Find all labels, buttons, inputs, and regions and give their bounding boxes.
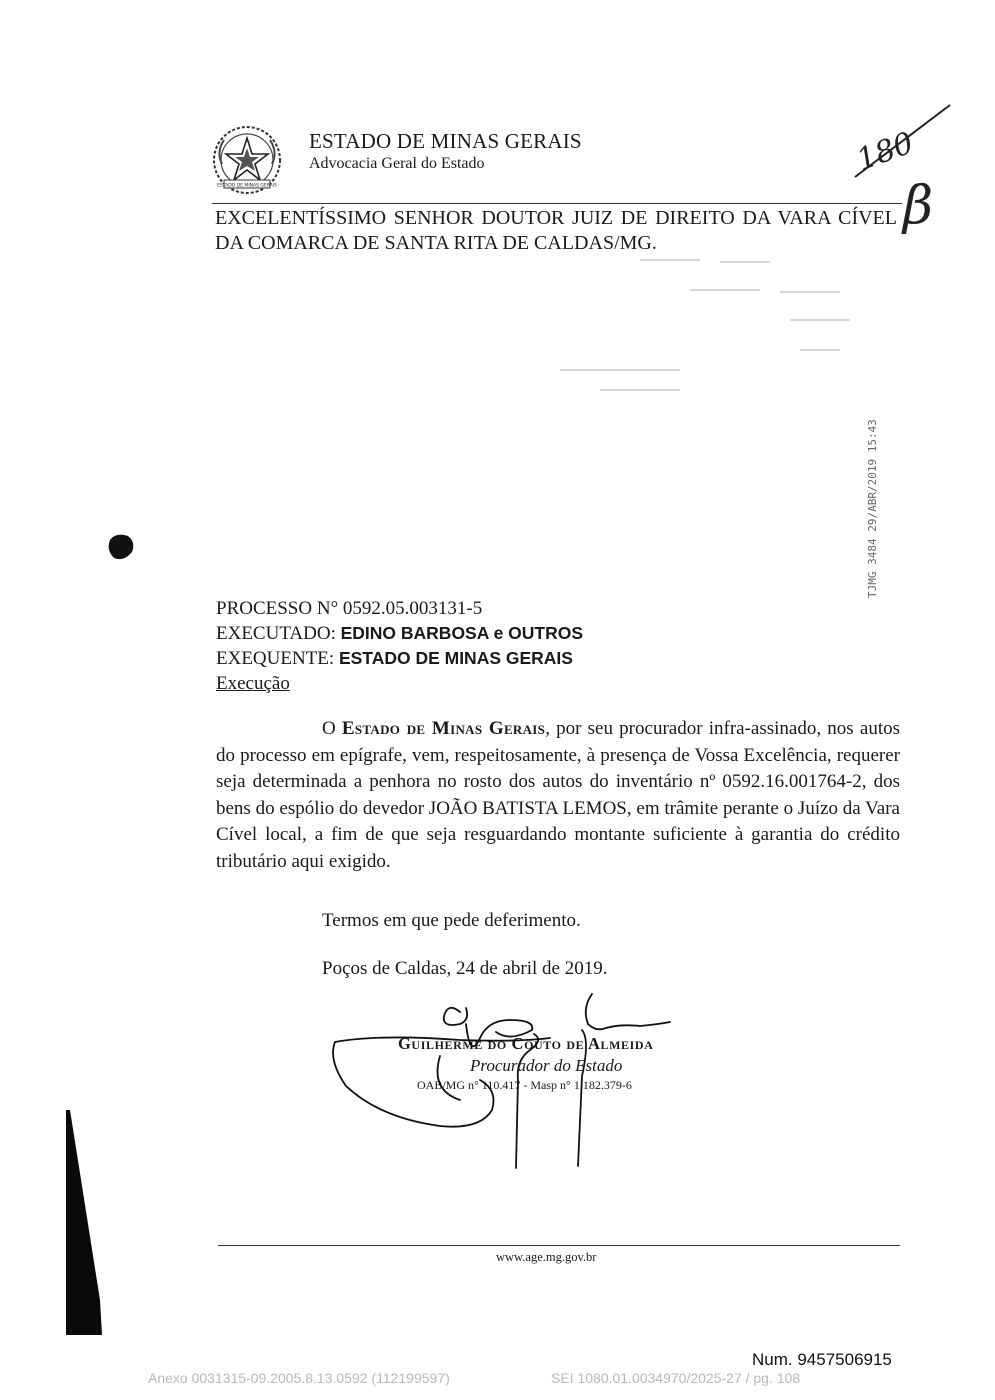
svg-text:β: β [903, 176, 934, 236]
annex-reference: Anexo 0031315-09.2005.8.13.0592 (112199597) [148, 1370, 450, 1386]
state-seal-logo [210, 124, 284, 198]
executed-party [216, 621, 583, 646]
creditor-label: EXEQUENTE: [216, 648, 339, 669]
addressee: EXCELENTÍSSIMO SENHOR DOUTOR JUIZ DE DIREITO DA VARA CÍVEL DA COMARCA DE SANTA RITA DE CALDAS/MG. [215, 207, 897, 254]
handwritten-signature [320, 990, 700, 1180]
creditor-party [216, 646, 583, 671]
body-lead: O [322, 718, 342, 739]
ink-blot [106, 532, 136, 562]
signer-role: Procurador do Estado [470, 1056, 623, 1075]
bleed-through-marks [540, 250, 880, 410]
svg-text:ESTADO DE MINAS GERAIS: ESTADO DE MINAS GERAIS [217, 183, 277, 189]
executed-value: EDINO BARBOSA e OUTROS [340, 623, 584, 643]
place-date: Poços de Caldas, 24 de abril de 2019. [322, 958, 608, 979]
closing-text: Termos em que pede deferimento. [322, 910, 581, 931]
signer-name: Guilherme do Couto de Almeida [398, 1034, 654, 1053]
footer-divider [218, 1245, 900, 1246]
executed-label: EXECUTADO: [216, 623, 341, 644]
header-title: ESTADO DE MINAS GERAIS [309, 129, 582, 153]
footer-url: www.age.mg.gov.br [496, 1250, 597, 1264]
case-info [216, 596, 583, 696]
svg-text:180: 180 [852, 125, 919, 179]
header-divider [212, 203, 902, 204]
scan-edge-shadow [60, 1110, 110, 1335]
header-subtitle: Advocacia Geral do Estado [309, 155, 485, 172]
svg-text:TJMG 3484 29/ABR/2019 15:43: TJMG 3484 29/ABR/2019 15:43 [866, 419, 879, 598]
sei-reference: SEI 1080.01.0034970/2025-27 / pg. 108 [551, 1370, 801, 1386]
creditor-value: ESTADO DE MINAS GERAIS [338, 648, 573, 668]
action-type: Execução [216, 673, 290, 694]
body-entity: Estado de Minas Gerais [341, 718, 546, 739]
signer-registration: OAB/MG n° 110.417 - Masp n° 1.182.379-6 [417, 1078, 632, 1092]
process-number: PROCESSO N° 0592.05.003131-5 [216, 598, 483, 619]
body-text: , por seu procurador infra-assinado, nos autos do processo em epígrafe, vem, respeitosamente, à presença de Vossa Excelência, requerer seja determinada a penhora no rosto dos autos do inventário nº 0592.16.001764-2, dos bens do espólio do devedor JOÃO BATISTA LEMOS, em trâmite perante o Juízo da Vara Cível local, a fim de que seja resguardando montante suficiente à garantia do crédito tributário aqui exigido. [216, 718, 900, 872]
protocol-stamp [858, 393, 886, 603]
petition-body [216, 716, 900, 875]
document-number: Num. 9457506915 [752, 1350, 892, 1369]
